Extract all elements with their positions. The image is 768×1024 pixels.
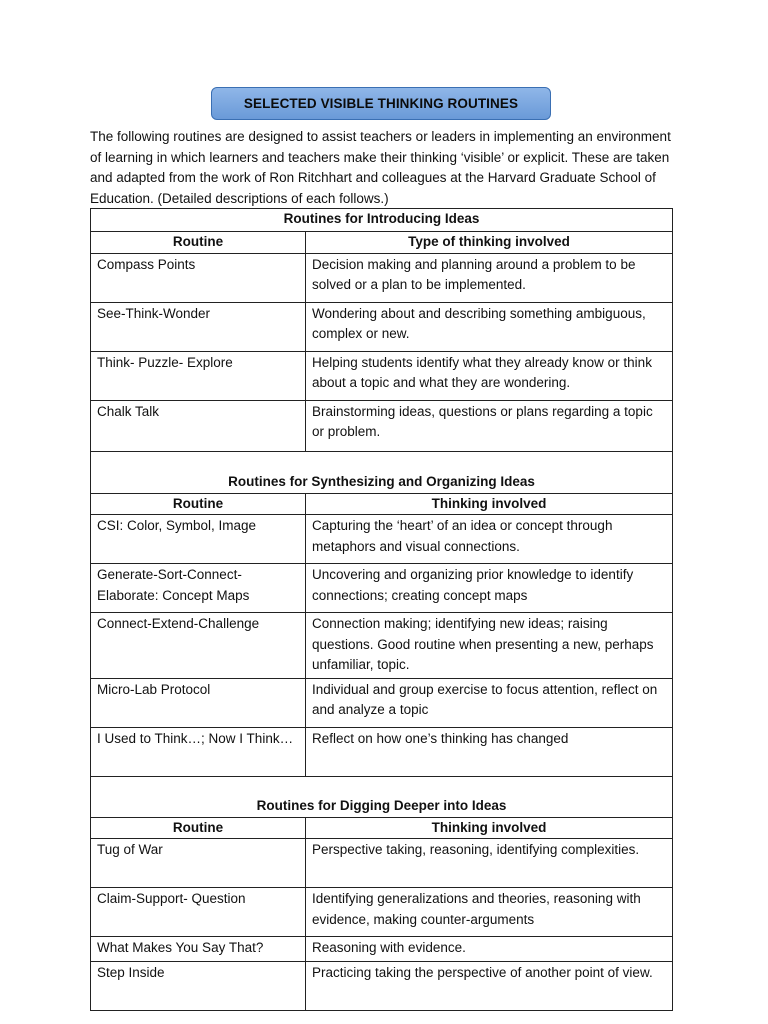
section-heading-row <box>91 209 673 232</box>
routine-cell: Micro-Lab Protocol <box>91 678 306 727</box>
thinking-cell: Wondering about and describing something ambiguous, complex or new. <box>306 302 673 351</box>
column-header-row <box>91 493 673 515</box>
table-row <box>91 400 673 451</box>
thinking-cell: Brainstorming ideas, questions or plans regarding a topic or problem. <box>306 400 673 451</box>
routine-cell: Think- Puzzle- Explore <box>91 351 306 400</box>
intro-paragraph: The following routines are designed to assist teachers or leaders in implementing an environment of learning in which learners and teachers make their thinking ‘visible’ or explicit. These are taken and adapted from the work of Ron Ritchhart and colleagues at the Harvard Graduate School of Education. (Detailed descriptions of each follows.) <box>90 129 671 206</box>
routine-cell: Compass Points <box>91 253 306 302</box>
table-row <box>91 937 673 962</box>
section-heading-row <box>91 451 673 493</box>
table-row <box>91 302 673 351</box>
routine-cell: Generate-Sort-Connect-Elaborate: Concept Maps <box>91 564 306 613</box>
thinking-cell: Reasoning with evidence. <box>306 937 673 962</box>
section-heading: Routines for Introducing Ideas <box>91 209 673 232</box>
table-row <box>91 678 673 727</box>
section-heading: Routines for Synthesizing and Organizing Ideas <box>91 451 673 493</box>
column-header-thinking: Thinking involved <box>306 817 673 839</box>
section-heading-row <box>91 776 673 817</box>
routine-cell: Tug of War <box>91 839 306 888</box>
column-header-routine: Routine <box>91 232 306 254</box>
table-row <box>91 888 673 937</box>
table-row <box>91 839 673 888</box>
table-row <box>91 253 673 302</box>
routine-cell: What Makes You Say That? <box>91 937 306 962</box>
routine-cell: Connect-Extend-Challenge <box>91 613 306 679</box>
table-row <box>91 613 673 679</box>
column-header-routine: Routine <box>91 493 306 515</box>
thinking-cell: Identifying generalizations and theories, reasoning with evidence, making counter-arguments <box>306 888 673 937</box>
routine-cell: CSI: Color, Symbol, Image <box>91 515 306 564</box>
column-header-row <box>91 232 673 254</box>
section-heading: Routines for Digging Deeper into Ideas <box>91 776 673 817</box>
document-title: SELECTED VISIBLE THINKING ROUTINES <box>211 87 551 120</box>
routine-cell: See-Think-Wonder <box>91 302 306 351</box>
thinking-cell: Helping students identify what they already know or think about a topic and what they are wondering. <box>306 351 673 400</box>
table-row <box>91 351 673 400</box>
thinking-cell: Reflect on how one’s thinking has changed <box>306 727 673 776</box>
column-header-thinking: Thinking involved <box>306 493 673 515</box>
routine-cell: Claim-Support- Question <box>91 888 306 937</box>
column-header-routine: Routine <box>91 817 306 839</box>
table-row <box>91 564 673 613</box>
thinking-cell: Practicing taking the perspective of another point of view. <box>306 961 673 1010</box>
column-header-thinking: Type of thinking involved <box>306 232 673 254</box>
table-row <box>91 961 673 1010</box>
thinking-cell: Individual and group exercise to focus attention, reflect on and analyze a topic <box>306 678 673 727</box>
column-header-row <box>91 817 673 839</box>
thinking-cell: Perspective taking, reasoning, identifying complexities. <box>306 839 673 888</box>
thinking-cell: Capturing the ‘heart’ of an idea or concept through metaphors and visual connections. <box>306 515 673 564</box>
thinking-cell: Connection making; identifying new ideas; raising questions. Good routine when presenting a new, perhaps unfamiliar, topic. <box>306 613 673 679</box>
thinking-cell: Decision making and planning around a problem to be solved or a plan to be implemented. <box>306 253 673 302</box>
routine-cell: Step Inside <box>91 961 306 1010</box>
thinking-cell: Uncovering and organizing prior knowledge to identify connections; creating concept maps <box>306 564 673 613</box>
table-row <box>91 727 673 776</box>
table-row <box>91 515 673 564</box>
routine-cell: Chalk Talk <box>91 400 306 451</box>
routine-cell: I Used to Think…; Now I Think… <box>91 727 306 776</box>
routines-table <box>90 208 673 1011</box>
